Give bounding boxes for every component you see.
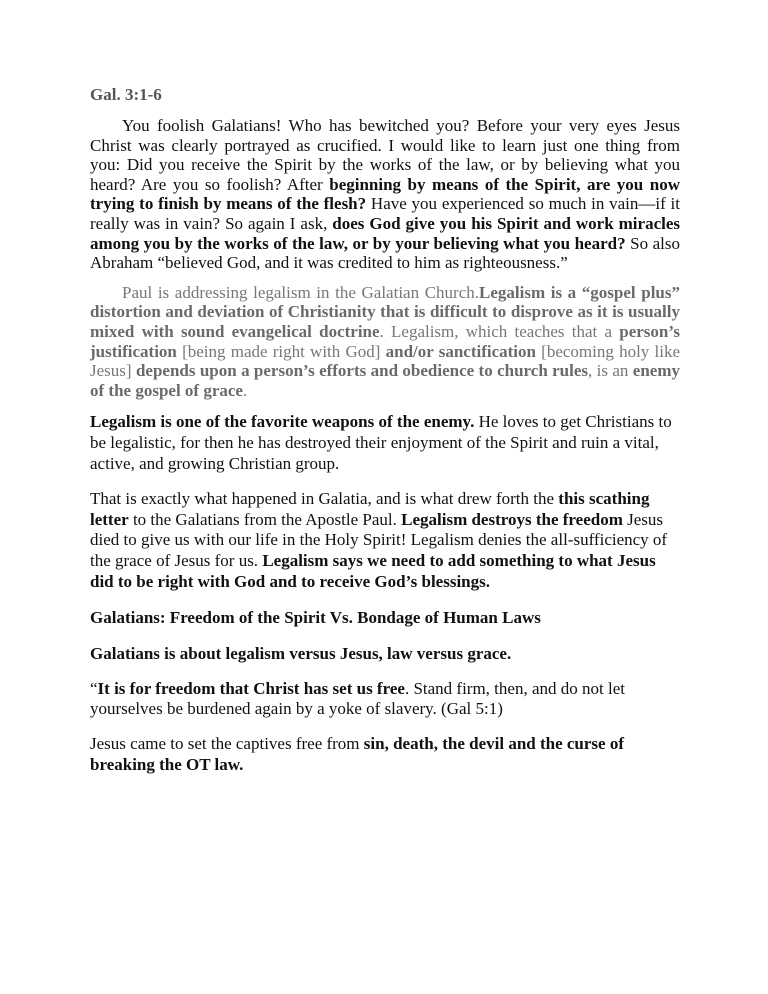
commentary-paragraph bbox=[90, 283, 680, 401]
scripture-emphasis: does God give you his Spirit and work miracles among you by the works of the law, or by your believing what you heard? bbox=[90, 213, 680, 253]
paragraph-text: to the Galatians from the Apostle Paul. bbox=[128, 509, 402, 529]
captives-free-paragraph bbox=[90, 734, 680, 776]
commentary-text: [being made right with God] bbox=[176, 341, 386, 361]
scripture-emphasis: beginning by means of the Spirit, are you now trying to finish by means of the flesh? bbox=[90, 174, 680, 214]
paragraph-emphasis: Legalism destroys the freedom bbox=[401, 509, 623, 529]
commentary-emphasis: depends upon a person’s efforts and obedience to church rules bbox=[135, 361, 589, 381]
galatia-paragraph bbox=[90, 489, 680, 593]
paragraph-emphasis: this scathing letter bbox=[90, 488, 650, 529]
paragraph-emphasis: It is for freedom that Christ has set us free bbox=[97, 678, 405, 698]
paragraph-text: He loves to get Christians to be legalistic, for then he has destroyed their enjoyment of the Spirit and ruin a vital, active, and growing Christian group. bbox=[90, 412, 672, 473]
commentary-text: . Legalism, which teaches that a bbox=[379, 321, 620, 341]
paragraph-emphasis: sin, death, the devil and the curse of breaking the OT law. bbox=[90, 734, 625, 775]
paragraph-text: Jesus came to set the captives free from bbox=[90, 734, 364, 754]
section-title-law-vs-grace: Galatians is about legalism versus Jesus, law versus grace. bbox=[90, 643, 512, 663]
commentary-text: , is an bbox=[588, 361, 633, 381]
document-page bbox=[90, 84, 680, 790]
commentary-text: . bbox=[242, 380, 248, 400]
paragraph-text: “ bbox=[90, 678, 98, 698]
paragraph-text: That is exactly what happened in Galatia, and is what drew forth the bbox=[90, 488, 559, 508]
freedom-quote-paragraph bbox=[90, 679, 680, 721]
scripture-text: Have you experienced so much in vain—if it really was in vain? So again I ask, bbox=[90, 194, 681, 233]
commentary-emphasis: enemy of the gospel of grace bbox=[90, 361, 680, 400]
paragraph-text: Jesus died to give us with our life in the Holy Spirit! Legalism denies the all-sufficiency of the grace of Jesus for us. bbox=[90, 509, 668, 571]
commentary-emphasis: Legalism is a “gospel plus” distortion and deviation of Christianity that is difficult to disprove as it is usually mixed with sound evangelical doctrine bbox=[90, 282, 680, 341]
scripture-text: So also Abraham “believed God, and it was credited to him as righteousness.” bbox=[90, 233, 680, 273]
scripture-passage bbox=[90, 116, 680, 273]
section-title-freedom: Galatians: Freedom of the Spirit Vs. Bondage of Human Laws bbox=[90, 607, 541, 627]
commentary-emphasis: and/or sanctification bbox=[385, 341, 536, 361]
paragraph-emphasis: Legalism says we need to add something to what Jesus did to be right with God and to receive God’s blessings. bbox=[90, 551, 656, 591]
legalism-weapon-paragraph bbox=[90, 412, 680, 474]
paragraph-emphasis: Legalism is one of the favorite weapons of the enemy. bbox=[90, 412, 475, 432]
scripture-text: You foolish Galatians! Who has bewitched you? Before your very eyes Jesus Christ was clearly portrayed as crucified. I would like to learn just one thing from you: Did you receive the Spirit by the works of the law, or by believing what you heard? Are you so foolish? After bbox=[90, 116, 680, 194]
scripture-reference-heading: Gal. 3:1-6 bbox=[90, 85, 162, 104]
commentary-emphasis: person’s justification bbox=[90, 321, 680, 361]
paragraph-text: . Stand firm, then, and do not let yourselves be burdened again by a yoke of slavery. (Gal 5:1) bbox=[90, 678, 625, 719]
commentary-text: Paul is addressing legalism in the Galatian Church. bbox=[122, 282, 480, 302]
commentary-text: [becoming holy like Jesus] bbox=[90, 341, 680, 381]
